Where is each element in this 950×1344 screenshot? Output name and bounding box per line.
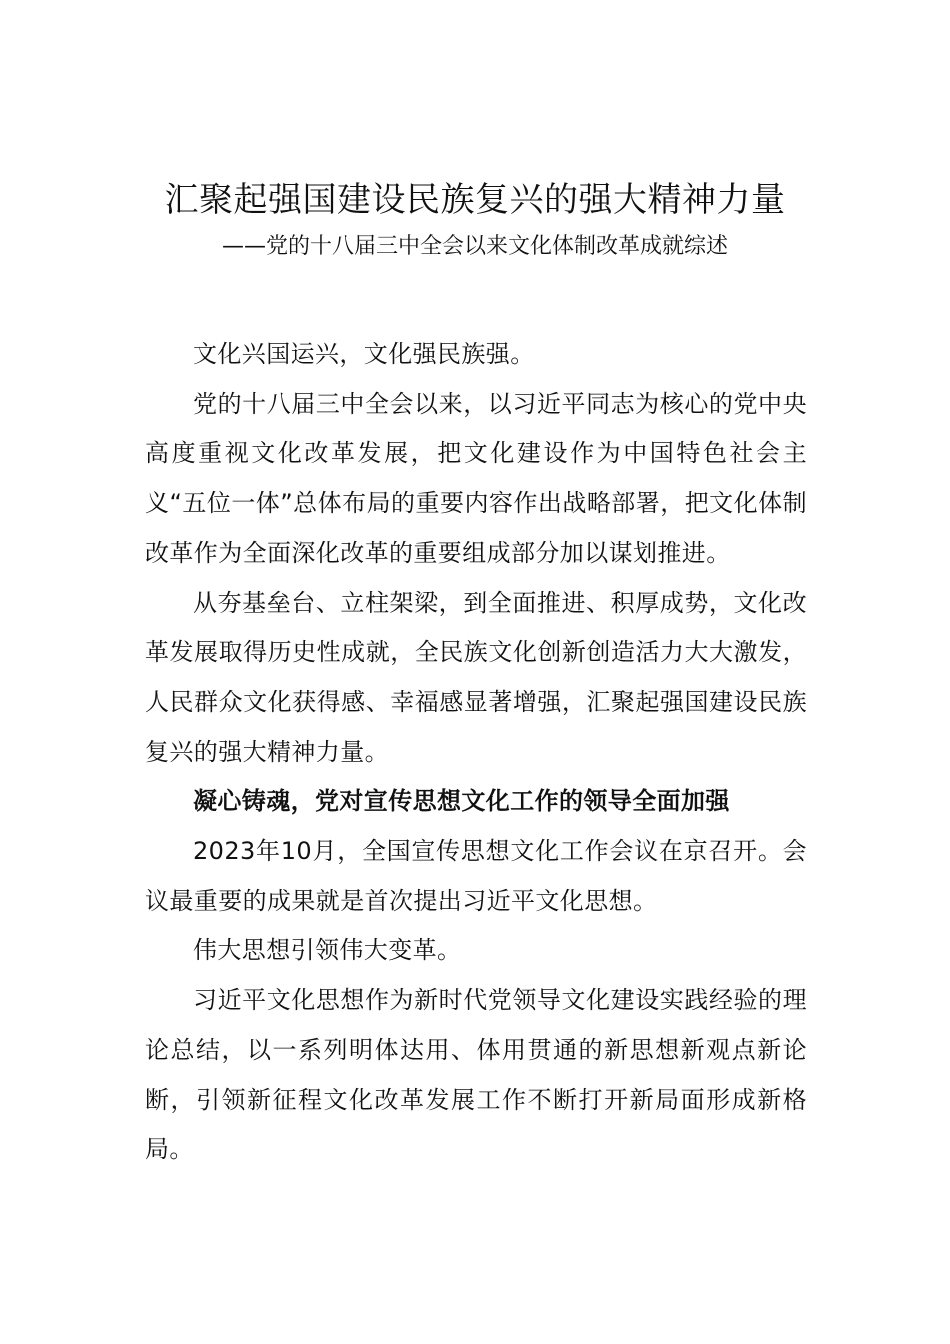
document-subtitle: ——党的十八届三中全会以来文化体制改革成就综述 [221, 234, 728, 259]
paragraph-opening: 文化兴国运兴，文化强民族强。 [193, 340, 535, 368]
paragraph-cultural-thought: 习近平文化思想作为新时代党领导文化建设实践经验的理论总结，以一系列明体达用、体用贯通的新思想新观点新论断，引领新征程文化改革发展工作不断打开新局面形成新格局。 [145, 986, 807, 1164]
paragraph-great-thought: 伟大思想引领伟大变革。 [193, 936, 462, 965]
paragraph-conference: 2023年10月，全国宣传思想文化工作会议在京召开。会议最重要的成果就是首次提出习近平文化思想。 [145, 837, 807, 915]
document-body [145, 330, 807, 1175]
section-heading: 凝心铸魂，党对宣传思想文化工作的领导全面加强 [193, 787, 730, 816]
paragraph-party-leadership: 党的十八届三中全会以来，以习近平同志为核心的党中央高度重视文化改革发展，把文化建设作为中国特色社会主义“五位一体”总体布局的重要内容作出战略部署，把文化体制改革作为全面深化改革的重要组成部分加以谋划推进。 [145, 389, 807, 567]
paragraph-achievements: 从夯基垒台、立柱架梁，到全面推进、积厚成势，文化改革发展取得历史性成就，全民族文化创新创造活力大大激发，人民群众文化获得感、幸福感显著增强，汇聚起强国建设民族复兴的强大精神力量。 [145, 588, 807, 766]
document-title: 汇聚起强国建设民族复兴的强大精神力量 [164, 180, 786, 220]
